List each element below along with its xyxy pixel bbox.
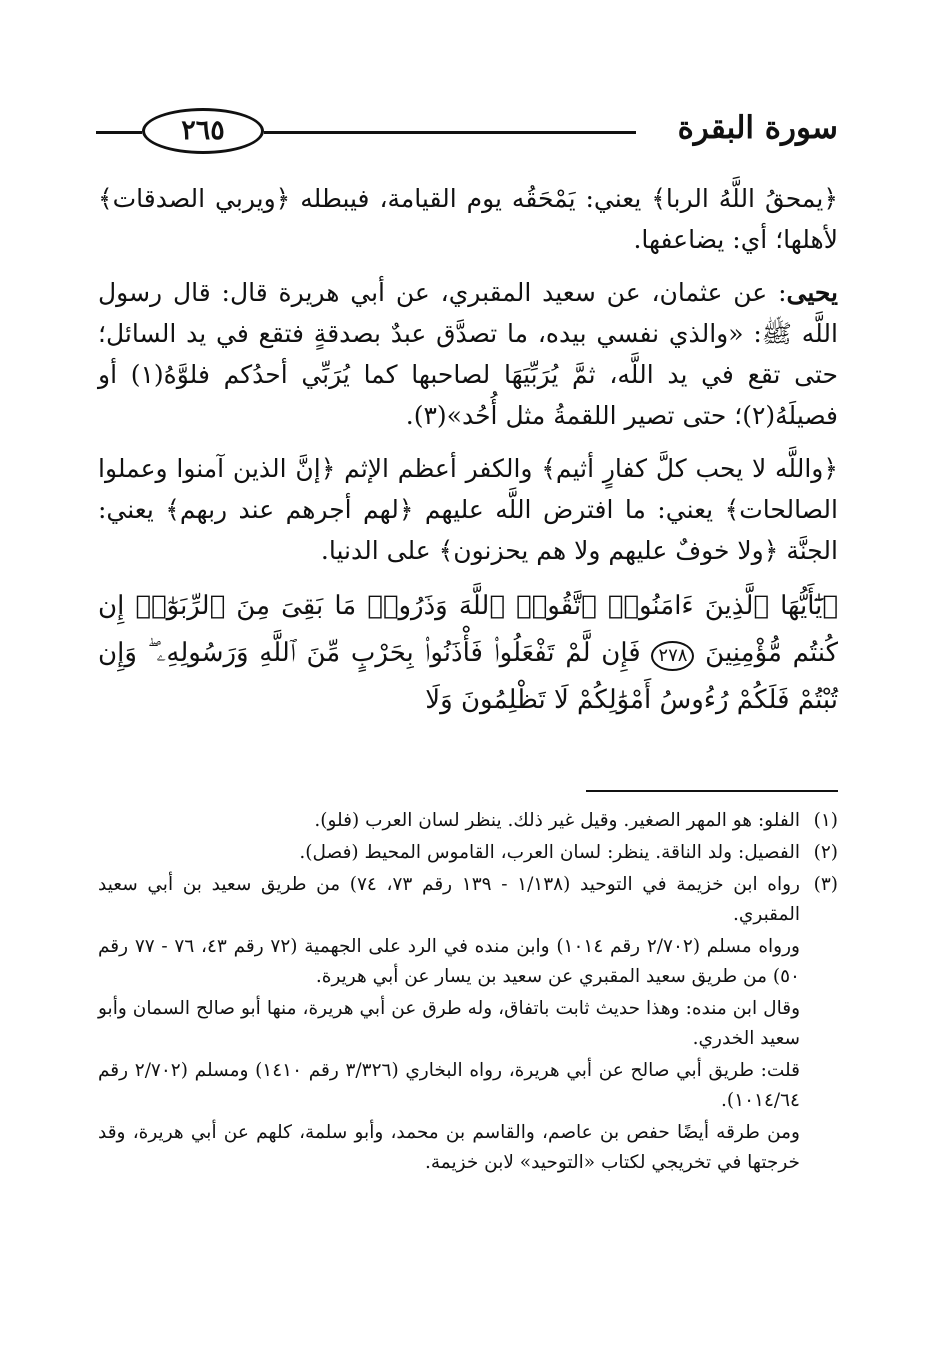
header-rule-middle <box>264 131 636 134</box>
footnote-text: الفلو: هو المهر الصغير. وقيل غير ذلك. ينظر لسان العرب (فلو). <box>314 810 800 831</box>
footnote-number: (٢) <box>813 842 838 863</box>
footnote-text: الفصيل: ولد الناقة. ينظر: لسان العرب، القاموس المحيط (فصل). <box>299 842 800 863</box>
footnote-3-continuation: قلت: طريق أبي صالح عن أبي هريرة، رواه البخاري (٣/٣٢٦ رقم ١٤١٠) ومسلم (٢/٧٠٢ رقم ١٠١٤/٦٤). <box>98 1060 800 1111</box>
footnote-2 <box>98 838 838 868</box>
paragraph-tafsir-riba: ﴿يمحقُ اللَّهُ الربا﴾ يعني: يَمْحَقُه يوم القيامة، فيبطله ﴿ويربي الصدقات﴾ لأهلها؛ أي: يضاعفها. <box>98 184 838 254</box>
footnote-number: (٣) <box>813 874 838 895</box>
surah-title: سورة البقرة <box>677 110 838 146</box>
footnote-3 <box>98 870 838 930</box>
paragraph-tafsir-kaffar: ﴿واللَّه لا يحب كلَّ كفارٍ أثيم﴾ والكفر أعظم الإثم ﴿إنَّ الذين آمنوا وعملوا الصالحات﴾ يعني: ما افترض اللَّه عليهم ﴿لهم أجرهم عند ربهم﴾ يعني: الجنَّة ﴿ولا خوفٌ عليهم ولا هم يحزنون﴾ على الدنيا. <box>98 454 838 565</box>
footnotes <box>98 806 838 1180</box>
page-number: ٢٦٥ <box>142 108 264 154</box>
footnote-3-continuation: ومن طرقه أيضًا حفص بن عاصم، والقاسم بن محمد، وأبو سلمة، كلهم عن أبي هريرة، وقد خرجتها في تخريجي لكتاب «التوحيد» لابن خزيمة. <box>98 1122 800 1173</box>
narrator-name: يحيى <box>786 278 838 307</box>
quran-verse <box>98 583 838 724</box>
footnote-3-continuation: ورواه مسلم (٢/٧٠٢ رقم ١٠١٤) وابن منده في الرد على الجهمية (٧٢ رقم ٤٣، ٧٦ - ٧٧ رقم ٥٠) من طريق سعيد المقبري عن سعيد بن يسار عن أبي هريرة. <box>98 936 800 987</box>
header-rule-left <box>96 131 142 134</box>
footnote-separator <box>586 790 838 792</box>
footnote-text: رواه ابن خزيمة في التوحيد (١/١٣٨ - ١٣٩ رقم ٧٣، ٧٤) من طريق سعيد بن أبي سعيد المقبري. <box>98 874 800 925</box>
paragraph-hadith <box>98 272 838 436</box>
main-text <box>98 178 838 736</box>
footnote-1 <box>98 806 838 836</box>
ayah-number-marker: ٢٧٨ <box>651 641 694 671</box>
page-header <box>96 104 838 154</box>
footnote-number: (١) <box>813 810 838 831</box>
quran-verse-part2: فَإِن لَّمْ تَفْعَلُوا۟ فَأْذَنُوا۟ بِحَرْبٍ مِّنَ ٱللَّهِ وَرَسُولِهِۦ ۖ وَإِن تُبْتُمْ فَلَكُمْ رُءُوسُ أَمْوَٰلِكُمْ لَا تَظْلِمُونَ وَلَا <box>98 638 838 715</box>
quran-verse-part1: ﴿يَٰٓأَيُّهَا ٱلَّذِينَ ءَامَنُوا۟ ٱتَّقُوا۟ ٱللَّهَ وَذَرُوا۟ مَا بَقِىَ مِنَ ٱلرِّبَوٰٓا۟ إِن كُنتُم مُّؤْمِنِينَ <box>98 591 839 668</box>
footnote-3-continuation: وقال ابن منده: وهذا حديث ثابت باتفاق، وله طرق عن أبي هريرة، منها أبو صالح السمان وأبو سعيد الخدري. <box>98 998 800 1049</box>
hadith-text: : عن عثمان، عن سعيد المقبري، عن أبي هريرة قال: قال رسول اللَّه ﷺ: «والذي نفسي بيده، ما تصدَّق عبدٌ بصدقةٍ فتقع في يد السائل؛ حتى تقع في يد اللَّه، ثمَّ يُرَبِّيَهَا لصاحبها كما يُرَبِّي أحدُكم فلوَّهُ(١) أو فصيلَهُ(٢)؛ حتى تصير اللقمةُ مثل أُحُد»(٣). <box>98 278 839 430</box>
